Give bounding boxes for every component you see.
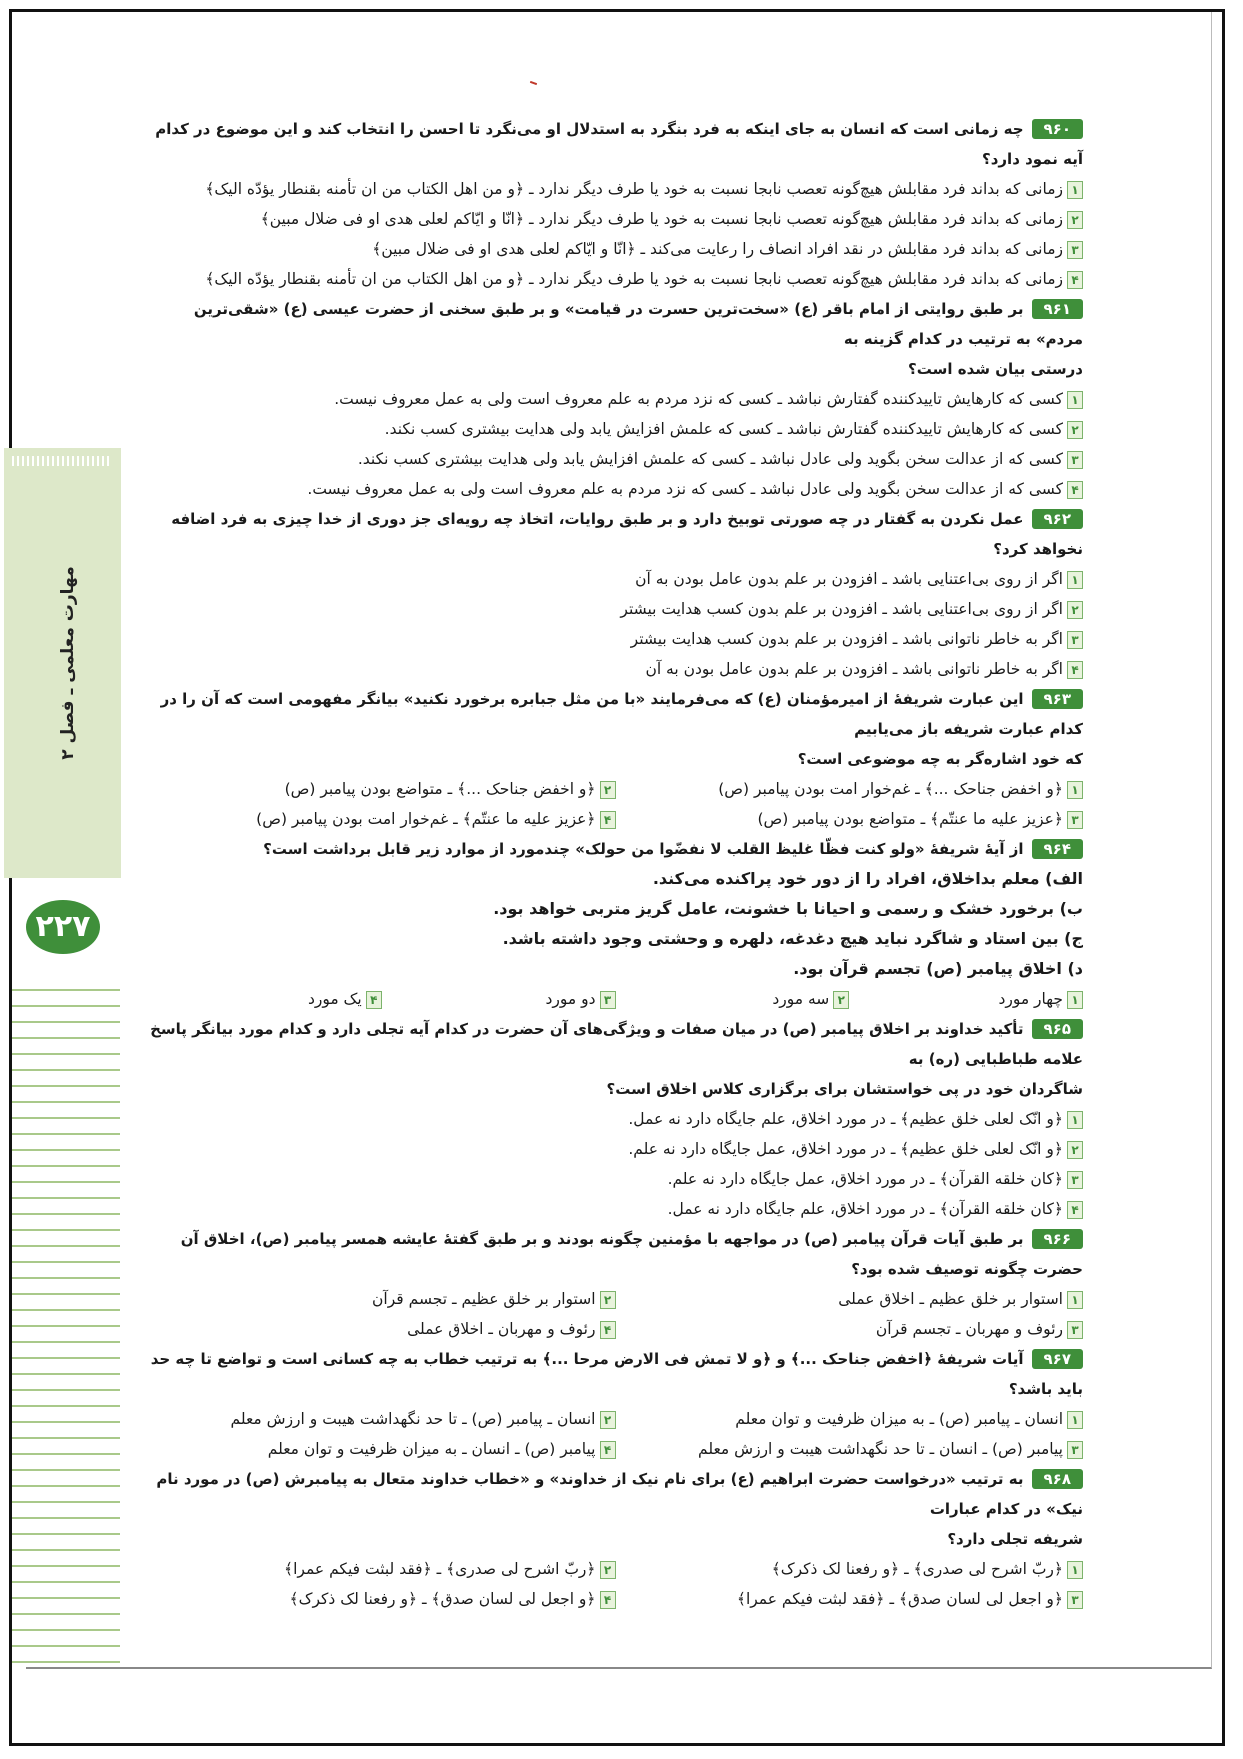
options-row xyxy=(148,1284,1083,1314)
question-number: ۹۶۸ xyxy=(1032,1469,1083,1489)
option-number: ۲ xyxy=(1067,1141,1083,1159)
option-text: اگر از روی بی‌اعتنایی باشد ـ افزودن بر علم بدون عامل بودن به آن xyxy=(635,570,1063,588)
answer-option xyxy=(148,264,1083,294)
option-number: ۴ xyxy=(1067,481,1083,499)
option-number: ۲ xyxy=(1067,421,1083,439)
option-cell xyxy=(616,1554,1084,1584)
option-cell xyxy=(148,804,616,834)
question-text: درستی بیان شده است؟ xyxy=(908,360,1083,378)
question-block xyxy=(148,294,1083,504)
options-row xyxy=(148,804,1083,834)
sidebar-stripes xyxy=(12,456,112,466)
option-number: ۳ xyxy=(1067,1171,1083,1189)
answer-option xyxy=(148,1404,616,1434)
answer-option xyxy=(849,984,1083,1014)
options-row xyxy=(148,1434,1083,1464)
option-text: اگر به خاطر ناتوانی باشد ـ افزودن بر علم بدون عامل بودن به آن xyxy=(645,660,1063,678)
sidebar-band xyxy=(4,448,121,878)
option-text: استوار بر خلق عظیم ـ اخلاق عملی xyxy=(838,1290,1063,1308)
option-number: ۴ xyxy=(600,1321,616,1339)
question-text: ۹۶۳این عبارت شریفهٔ از امیرمؤمنان (ع) که می‌فرمایند «با من مثل جبابره برخورد نکنید» بیانگر مفهومی است که آن را در کدام عبارت شریفه باز می‌یابیم xyxy=(160,690,1083,738)
answer-option xyxy=(148,234,1083,264)
option-text: زمانی که بداند فرد مقابلش در نقد افراد انصاف را رعایت می‌کند ـ ﴿انّا و ایّاکم لعلی هدی او فی ضلال مبین﴾ xyxy=(372,240,1063,258)
option-number: ۳ xyxy=(600,991,616,1009)
option-number: ۳ xyxy=(1067,241,1083,259)
option-text: چهار مورد xyxy=(998,990,1063,1008)
answer-option xyxy=(616,1284,1084,1314)
option-number: ۳ xyxy=(1067,811,1083,829)
option-text: ﴿و اخفض جناحک ...﴾ ـ متواضع بودن پیامبر (ص) xyxy=(284,780,596,798)
answer-option xyxy=(148,564,1083,594)
answer-option xyxy=(148,1134,1083,1164)
answer-option xyxy=(616,774,1084,804)
answer-option xyxy=(148,654,1083,684)
option-number: ۱ xyxy=(1067,391,1083,409)
option-cell xyxy=(616,1284,1084,1314)
option-cell xyxy=(849,984,1083,1014)
option-text: ﴿عزیز علیه ما عنتّم﴾ ـ متواضع بودن پیامبر (ص) xyxy=(757,810,1063,828)
option-number: ۳ xyxy=(1067,1321,1083,1339)
question-number: ۹۶۶ xyxy=(1032,1229,1083,1249)
option-text: پیامبر (ص) ـ انسان ـ به میزان ظرفیت و توان معلم xyxy=(267,1440,596,1458)
answer-option xyxy=(148,474,1083,504)
answer-option xyxy=(616,1584,1084,1614)
option-number: ۴ xyxy=(600,1441,616,1459)
answer-option xyxy=(148,804,616,834)
question-number: ۹۶۱ xyxy=(1032,299,1083,319)
page-number: ۲۲۷ xyxy=(26,900,100,954)
option-text: یک مورد xyxy=(307,990,362,1008)
option-text: کسی که کارهایش تاییدکننده گفتارش نباشد ـ کسی که نزد مردم به علم معروف است ولی به عمل معروف نیست. xyxy=(334,390,1063,408)
option-number: ۱ xyxy=(1067,991,1083,1009)
answer-option xyxy=(148,774,616,804)
option-number: ۳ xyxy=(1067,1591,1083,1609)
option-number: ۲ xyxy=(833,991,849,1009)
question-number: ۹۶۴ xyxy=(1032,839,1083,859)
option-cell xyxy=(616,1434,1084,1464)
option-cell xyxy=(616,804,1084,834)
answer-option xyxy=(616,1434,1084,1464)
question-block xyxy=(148,834,1083,1014)
answer-option xyxy=(616,1554,1084,1584)
option-number: ۲ xyxy=(1067,211,1083,229)
option-cell xyxy=(616,774,1084,804)
option-text: ﴿کان خلقه القرآن﴾ ـ در مورد اخلاق، عمل جایگاه دارد نه علم. xyxy=(667,1170,1063,1188)
option-cell xyxy=(148,1314,616,1344)
answer-option xyxy=(148,1584,616,1614)
option-number: ۱ xyxy=(1067,1111,1083,1129)
question-number: ۹۶۰ xyxy=(1032,119,1083,139)
statement-item: ب) برخورد خشک و رسمی و احیانا با خشونت، عامل گریز متربی خواهد بود. xyxy=(493,899,1083,918)
option-number: ۱ xyxy=(1067,181,1083,199)
options-row xyxy=(148,1584,1083,1614)
chapter-sidebar xyxy=(4,448,121,1680)
option-cell xyxy=(616,984,850,1014)
question-text: ۹۶۵تأکید خداوند بر اخلاق پیامبر (ص) در میان صفات و ویژگی‌های آن حضرت در کدام آیه تجلی دارد و کدام مورد بیانگر پاسخ علامه طباطبایی (ره) به xyxy=(150,1020,1083,1068)
option-number: ۴ xyxy=(366,991,382,1009)
option-text: ﴿و انّک لعلی خلق عظیم﴾ ـ در مورد اخلاق، علم جایگاه دارد نه عمل. xyxy=(628,1110,1063,1128)
option-cell xyxy=(148,1554,616,1584)
answer-option xyxy=(148,1164,1083,1194)
option-cell xyxy=(616,1314,1084,1344)
option-text: ﴿کان خلقه القرآن﴾ ـ در مورد اخلاق، علم جایگاه دارد نه عمل. xyxy=(667,1200,1063,1218)
answer-option xyxy=(616,984,850,1014)
option-text: پیامبر (ص) ـ انسان ـ تا حد نگهداشت هیبت و ارزش معلم xyxy=(698,1440,1063,1458)
option-number: ۳ xyxy=(1067,451,1083,469)
question-text: ۹۶۷آیات شریفهٔ ﴿اخفض جناحک ...﴾ و ﴿و لا تمش فی الارض مرحا ...﴾ به ترتیب خطاب به چه کسانی است و تواضع تا چه حد باید باشد؟ xyxy=(150,1350,1083,1398)
statement-item: د) اخلاق پیامبر (ص) تجسم قرآن بود. xyxy=(793,959,1083,978)
options-row xyxy=(148,774,1083,804)
options-row xyxy=(148,1404,1083,1434)
option-text: دو مورد xyxy=(545,990,596,1008)
option-number: ۳ xyxy=(1067,1441,1083,1459)
question-block xyxy=(148,504,1083,684)
options-row xyxy=(148,1314,1083,1344)
option-number: ۲ xyxy=(1067,601,1083,619)
answer-option xyxy=(148,1284,616,1314)
wavy-lines-decoration xyxy=(12,978,120,1668)
option-cell xyxy=(148,984,382,1014)
option-cell xyxy=(148,1434,616,1464)
options-row xyxy=(148,984,1083,1014)
option-number: ۴ xyxy=(600,1591,616,1609)
option-text: انسان ـ پیامبر (ص) ـ تا حد نگهداشت هیبت و ارزش معلم xyxy=(230,1410,596,1428)
option-text: ﴿ربّ اشرح لی صدری﴾ ـ ﴿فقد لبثت فیکم عمرا﴾ xyxy=(284,1560,596,1578)
statement-item: ج) بین استاد و شاگرد نباید هیچ دغدغه، دلهره و وحشتی وجود داشته باشد. xyxy=(502,929,1083,948)
option-cell xyxy=(616,1404,1084,1434)
option-number: ۱ xyxy=(1067,571,1083,589)
option-text: کسی که کارهایش تاییدکننده گفتارش نباشد ـ کسی که علمش افزایش یابد ولی هدایت بیشتری کسب نکند. xyxy=(384,420,1063,438)
question-text: ۹۶۴از آیهٔ شریفهٔ «ولو کنت فظّا غلیظ القلب لا نفضّوا من حولک» چندمورد از موارد زیر قابل برداشت است؟ xyxy=(148,834,1083,864)
option-cell xyxy=(148,774,616,804)
option-text: زمانی که بداند فرد مقابلش هیچ‌گونه تعصب نابجا نسبت به خود یا طرف دیگر ندارد ـ ﴿انّا و ایّاکم لعلی هدی او فی ضلال مبین﴾ xyxy=(260,210,1063,228)
option-number: ۱ xyxy=(1067,781,1083,799)
answer-option xyxy=(616,804,1084,834)
option-number: ۲ xyxy=(600,1411,616,1429)
question-text: شاگردان خود در پی خواستشان برای برگزاری کلاس اخلاق است؟ xyxy=(606,1080,1083,1098)
option-number: ۲ xyxy=(600,1291,616,1309)
question-text: ۹۶۸به ترتیب «درخواست حضرت ابراهیم (ع) برای نام نیک از خداوند» و «خطاب خداوند متعال به پیامبرش (ص) در مورد نام نیک» در کدام عبارات xyxy=(156,1470,1083,1518)
answer-option xyxy=(616,1404,1084,1434)
answer-option xyxy=(148,174,1083,204)
option-number: ۳ xyxy=(1067,631,1083,649)
option-text: استوار بر خلق عظیم ـ تجسم قرآن xyxy=(372,1290,596,1308)
question-text: شریفه تجلی دارد؟ xyxy=(947,1530,1083,1548)
option-text: سه مورد xyxy=(772,990,830,1008)
option-text: زمانی که بداند فرد مقابلش هیچ‌گونه تعصب نابجا نسبت به خود یا طرف دیگر ندارد ـ ﴿و من اهل الکتاب من ان تأمنه بقنطار یؤدّه الیک﴾ xyxy=(205,180,1063,198)
question-block xyxy=(148,1464,1083,1614)
question-number: ۹۶۵ xyxy=(1032,1019,1083,1039)
question-text: ۹۶۶بر طبق آیات قرآن پیامبر (ص) در مواجهه با مؤمنین چگونه بودند و بر طبق گفتهٔ عایشه همسر پیامبر (ص)، اخلاق آن حضرت چگونه توصیف شده بود؟ xyxy=(180,1230,1083,1278)
answer-option xyxy=(382,984,616,1014)
option-number: ۴ xyxy=(1067,271,1083,289)
answer-option xyxy=(148,384,1083,414)
option-text: ﴿و اخفض جناحک ...﴾ ـ غم‌خوار امت بودن پیامبر (ص) xyxy=(718,780,1063,798)
answer-option xyxy=(148,1554,616,1584)
answer-option xyxy=(148,444,1083,474)
question-text: ۹۶۱بر طبق روایتی از امام باقر (ع) «سخت‌ترین حسرت در قیامت» و بر طبق سخنی از حضرت عیسی (ع) «شقی‌ترین مردم» به ترتیب در کدام گزینه به xyxy=(193,300,1083,348)
question-number: ۹۶۲ xyxy=(1032,509,1083,529)
option-number: ۱ xyxy=(1067,1561,1083,1579)
option-text: ﴿ربّ اشرح لی صدری﴾ ـ ﴿و رفعنا لک ذکرک﴾ xyxy=(771,1560,1063,1578)
option-number: ۲ xyxy=(600,1561,616,1579)
option-text: ﴿و اجعل لی لسان صدق﴾ ـ ﴿فقد لبثت فیکم عمرا﴾ xyxy=(736,1590,1063,1608)
statement-item: الف) معلم بداخلاق، افراد را از دور خود پراکنده می‌کند. xyxy=(652,869,1083,888)
options-row xyxy=(148,1554,1083,1584)
option-text: ﴿و اجعل لی لسان صدق﴾ ـ ﴿و رفعنا لک ذکرک﴾ xyxy=(289,1590,596,1608)
option-text: کسی که از عدالت سخن بگوید ولی عادل نباشد ـ کسی که علمش افزایش یابد ولی هدایت بیشتری کسب نکند. xyxy=(357,450,1063,468)
option-text: ﴿عزیز علیه ما عنتّم﴾ ـ غم‌خوار امت بودن پیامبر (ص) xyxy=(256,810,596,828)
option-cell xyxy=(616,1584,1084,1614)
option-number: ۲ xyxy=(600,781,616,799)
answer-option xyxy=(148,594,1083,624)
question-block xyxy=(148,1014,1083,1224)
answer-option xyxy=(148,624,1083,654)
question-block xyxy=(148,1224,1083,1344)
option-text: انسان ـ پیامبر (ص) ـ به میزان ظرفیت و توان معلم xyxy=(735,1410,1063,1428)
option-text: کسی که از عدالت سخن بگوید ولی عادل نباشد ـ کسی که نزد مردم به علم معروف است ولی به عمل معروف نیست. xyxy=(307,480,1063,498)
answer-option xyxy=(148,1104,1083,1134)
option-text: رئوف و مهربان ـ اخلاق عملی xyxy=(407,1320,596,1338)
option-number: ۴ xyxy=(1067,1201,1083,1219)
answer-option xyxy=(148,1314,616,1344)
option-number: ۴ xyxy=(600,811,616,829)
option-text: اگر از روی بی‌اعتنایی باشد ـ افزودن بر علم بدون کسب هدایت بیشتر xyxy=(620,600,1063,618)
question-text: که خود اشاره‌گر به چه موضوعی است؟ xyxy=(797,750,1083,768)
answer-option xyxy=(616,1314,1084,1344)
answer-option xyxy=(148,1434,616,1464)
option-number: ۴ xyxy=(1067,661,1083,679)
questions-list xyxy=(148,114,1083,1614)
option-cell xyxy=(148,1584,616,1614)
option-cell xyxy=(148,1284,616,1314)
option-text: اگر به خاطر ناتوانی باشد ـ افزودن بر علم بدون کسب هدایت بیشتر xyxy=(630,630,1063,648)
option-text: ﴿و انّک لعلی خلق عظیم﴾ ـ در مورد اخلاق، عمل جایگاه دارد نه علم. xyxy=(628,1140,1063,1158)
question-number: ۹۶۷ xyxy=(1032,1349,1083,1369)
question-block xyxy=(148,1344,1083,1464)
answer-option xyxy=(148,984,382,1014)
option-text: رئوف و مهربان ـ تجسم قرآن xyxy=(875,1320,1063,1338)
chapter-title: مهارت معلمی ـ فصل ۲ xyxy=(58,566,78,760)
question-block xyxy=(148,114,1083,294)
option-cell xyxy=(382,984,616,1014)
answer-option xyxy=(148,414,1083,444)
answer-option xyxy=(148,1194,1083,1224)
question-number: ۹۶۳ xyxy=(1032,689,1083,709)
option-text: زمانی که بداند فرد مقابلش هیچ‌گونه تعصب نابجا نسبت به خود یا طرف دیگر ندارد ـ ﴿و من اهل الکتاب من ان تأمنه بقنطار یؤدّه الیک﴾ xyxy=(205,270,1063,288)
question-text: ۹۶۰چه زمانی است که انسان به جای اینکه به فرد بنگرد به استدلال او می‌نگرد تا احسن را انتخاب کند و این موضوع در کدام آیه نمود دارد؟ xyxy=(155,120,1083,168)
option-cell xyxy=(148,1404,616,1434)
answer-option xyxy=(148,204,1083,234)
question-text: ۹۶۲عمل نکردن به گفتار در چه صورتی توبیخ دارد و بر طبق روایات، اتخاذ چه رویه‌ای جز دوری از خدا چیزی به فرد اضافه نخواهد کرد؟ xyxy=(171,510,1083,558)
option-number: ۱ xyxy=(1067,1411,1083,1429)
option-number: ۱ xyxy=(1067,1291,1083,1309)
question-block xyxy=(148,684,1083,834)
